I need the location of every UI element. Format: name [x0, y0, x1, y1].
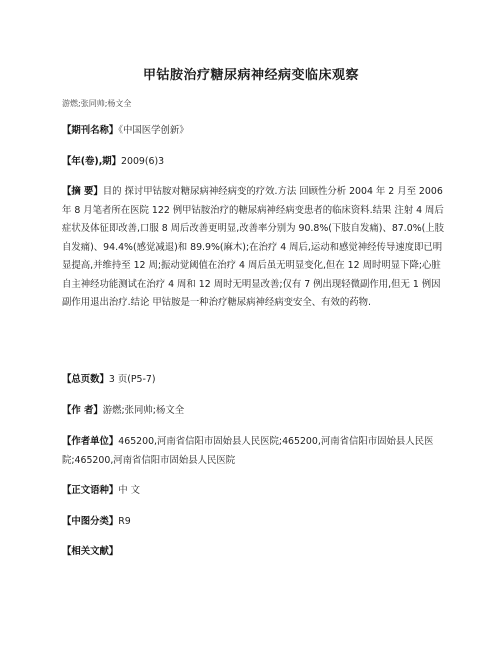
affiliation-value: 465200,河南省信阳市固始县人民医院;465200,河南省信阳市固始县人民医院;465200,河南省信阳市固始县人民医院	[62, 436, 434, 466]
affiliation-field	[62, 433, 446, 470]
authors-label: 【作 者】	[62, 405, 103, 416]
author-list: 游燃;张同帅;杨文全	[62, 99, 132, 108]
page-count-value: 3 页(P5-7)	[108, 374, 156, 385]
document-title: 甲钴胺治疗糖尿病神经病变临床观察	[142, 68, 359, 83]
journal-label: 【期刊名称】	[62, 125, 119, 136]
journal-value: 《中国医学创新》	[118, 125, 189, 136]
affiliation-label: 【作者单位】	[62, 436, 119, 447]
classification-field	[62, 513, 446, 532]
abstract-label: 【摘 要】	[62, 186, 103, 197]
classification-label: 【中图分类】	[62, 516, 119, 527]
journal-field	[62, 122, 446, 141]
language-value: 中 文	[118, 485, 140, 496]
authors-field	[62, 402, 446, 421]
classification-value: R9	[118, 516, 131, 527]
year-issue-value: 2009(6)3	[121, 156, 165, 167]
abstract-text: 目的 探讨甲钴胺对糖尿病神经病变的疗效.方法 回顾性分析 2004 年 2 月至 2006 年 8 月笔者所在医院 122 例甲钴胺治疗的糖尿病神经病变患者的临床资料.结果 注射 4 周后症状及体征即改善,口服 8 周后改善更明显,改善率分别为 90.8%(下肢自发痛)、87.0%(上肢自发痛)、94.4%(感觉减退)和 89.9%(麻木);在治疗 4 周后,运动和感觉神经传导速度即已明显提高,并维持至 12 周;振动觉阈值在治疗 4 周后虽无明显变化,但在 12 周时明显下降;心脏自主神经功能测试在治疗 4 周和 12 周时无明显改善;仅有 7 例出现轻微副作用,但无 1 例因副作用退出治疗.结论 甲钴胺是一种治疗糖尿病神经病变安全、有效的药物.	[62, 186, 445, 308]
language-label: 【正文语种】	[62, 485, 119, 496]
related-literature-field	[62, 543, 446, 562]
authors-value: 游燃;张同帅;杨文全	[102, 405, 185, 416]
page-count-field	[62, 371, 446, 390]
abstract-field	[62, 183, 446, 313]
year-issue-field	[62, 153, 446, 172]
related-literature-label: 【相关文献】	[62, 546, 119, 557]
language-field	[62, 482, 446, 501]
page-count-label: 【总页数】	[62, 374, 109, 385]
year-issue-label: 【年(卷),期】	[62, 156, 122, 167]
